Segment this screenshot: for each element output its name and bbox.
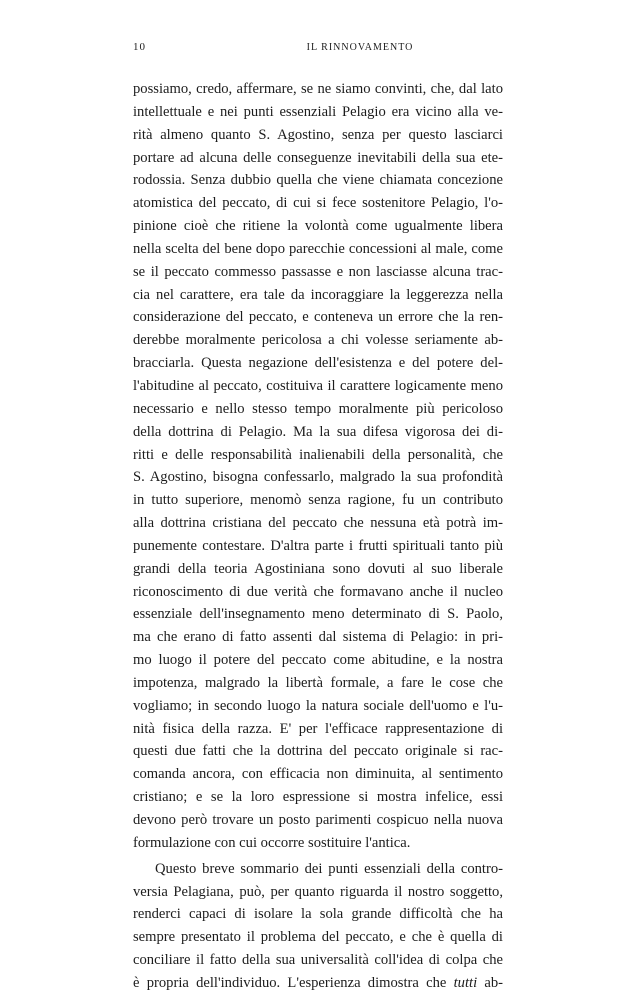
text-line: versia Pelagiana, può, per quanto riguarda il nostro soggetto, — [133, 883, 503, 900]
text-line: renderci capaci di isolare la sola grande difficoltà che ha — [133, 906, 503, 923]
text-line: comanda ancora, con efficacia non diminuita, al sentimento — [133, 766, 503, 783]
text-line: questi due fatti che la dottrina del peccato originale si rac- — [133, 743, 503, 760]
body-text — [133, 78, 503, 995]
text-line: in tutto superiore, menomò senza ragione, fu un contributo — [133, 492, 503, 509]
final-text-line — [133, 972, 503, 995]
text-line: punemente contestare. D'altra parte i frutti spirituali tanto più — [133, 537, 503, 554]
text-line: impotenza, malgrado la libertà formale, a fare le cose che — [133, 674, 503, 691]
text-line: se il peccato commesso passasse e non lasciasse alcuna trac- — [133, 263, 503, 280]
text-line: ritti e delle responsabilità inalienabili della personalità, che — [133, 446, 503, 463]
text-line: essenziale dell'insegnamento meno determinato di S. Paolo, — [133, 606, 503, 623]
paragraph-1 — [133, 78, 503, 855]
page-number: 10 — [133, 41, 146, 53]
text-line: riconoscimento di due verità che formavano anche il nucleo — [133, 583, 503, 600]
final-line-text: è propria dell'individuo. L'esperienza dimostra che — [133, 974, 447, 991]
text-line: della dottrina di Pelagio. Ma la sua difesa vigorosa dei di- — [133, 423, 503, 440]
text-line: atomistica del peccato, di cui si fece sostenitore Pelagio, l'o- — [133, 195, 503, 212]
italic-word: tutti — [453, 974, 478, 991]
text-line: derebbe moralmente pericolosa a chi volesse seriamente ab- — [133, 332, 503, 349]
text-line: nella scelta del bene dopo parecchie concessioni al male, come — [133, 240, 503, 257]
text-line: pinione cioè che ritiene la volontà come ugualmente libera — [133, 218, 503, 235]
text-line: possiamo, credo, affermare, se ne siamo convinti, che, dal lato — [133, 81, 503, 97]
text-line: ma che erano di fatto assenti dal sistema di Pelagio: in pri- — [133, 629, 503, 646]
text-line: cia nel carattere, era tale da incoraggiare la leggerezza nella — [133, 286, 503, 303]
text-line: devono però trovare un posto parimenti cospicuo nella nuova — [133, 812, 503, 828]
text-line: conciliare il fatto della sua universalità coll'idea di colpa che — [133, 952, 503, 969]
text-line: bracciarla. Questa negazione dell'esistenza e del potere del- — [133, 355, 503, 372]
text-line: sempre presentato il problema del peccato, e che è quella di — [133, 929, 503, 946]
final-line-tail: ab- — [484, 974, 503, 991]
text-line: rità almeno quanto S. Agostino, senza per questo lasciarci — [133, 126, 503, 143]
text-line: considerazione del peccato, e conteneva un errore che la ren- — [133, 309, 503, 326]
text-line: intellettuale e nei punti essenziali Pelagio era vicino alla ve- — [133, 103, 503, 120]
text-line: mo luogo il potere del peccato come abitudine, e la nostra — [133, 652, 503, 669]
text-line: rodossia. Senza dubbio quella che viene chiamata concezione — [133, 172, 503, 189]
text-line: grandi della teoria Agostiniana sono dovuti al suo liberale — [133, 560, 503, 577]
text-line: Questo breve sommario dei punti essenziali della contro- — [155, 860, 503, 877]
text-line: portare ad alcuna delle conseguenze inevitabili della sua ete- — [133, 149, 503, 166]
text-line: cristiano; e se la loro espressione si mostra infelice, essi — [133, 789, 503, 806]
running-title: IL RINNOVAMENTO — [306, 42, 414, 53]
text-line: vogliamo; in secondo luogo la natura sociale dell'uomo e l'u- — [133, 697, 503, 714]
text-line: alla dottrina cristiana del peccato che nessuna età potrà im- — [133, 515, 503, 532]
text-line: nità fisica della razza. E' per l'efficace rappresentazione di — [133, 720, 503, 737]
text-line: S. Agostino, bisogna confessarlo, malgrado la sua profondità — [133, 469, 503, 486]
text-line: l'abitudine al peccato, costituiva il carattere logicamente meno — [133, 377, 503, 394]
paragraph-2 — [133, 858, 503, 995]
text-line: formulazione con cui occorre sostituire l'antica. — [133, 834, 411, 851]
text-line: necessario e nello stesso tempo moralmente più pericoloso — [133, 400, 503, 417]
